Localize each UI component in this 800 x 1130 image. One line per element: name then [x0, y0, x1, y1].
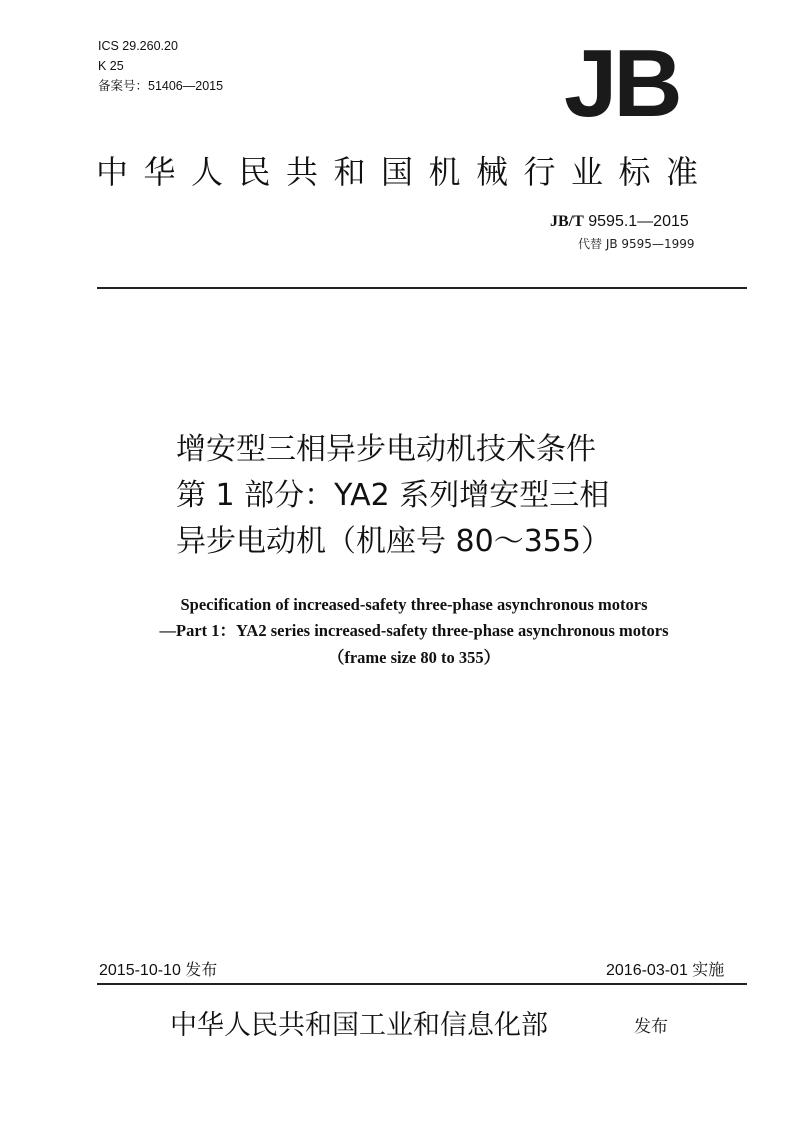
title-en-line-3: （frame size 80 to 355）: [327, 648, 501, 667]
industry-standard-title: 中华人民共和国机械行业标准: [96, 153, 714, 191]
bottom-divider: [97, 983, 747, 985]
standard-number: [550, 212, 689, 232]
implementation-date: 2016-03-01 实施: [606, 962, 725, 979]
jb-logo: JB: [564, 30, 679, 137]
record-number: 备案号：51406—2015: [98, 79, 224, 93]
ics-code: ICS 29.260.20: [98, 39, 178, 53]
standard-number-prefix: JB/T: [550, 213, 584, 230]
issuing-authority-suffix: 发布: [634, 1017, 668, 1037]
issuing-authority: 中华人民共和国工业和信息化部: [170, 1010, 548, 1041]
title-en-line-1: Specification of increased-safety three-phase asynchronous motors: [180, 595, 648, 614]
replaces-standard: 代替 JB 9595—1999: [578, 237, 695, 251]
classification-code: K 25: [98, 59, 124, 73]
title-cn-line-1: 增安型三相异步电动机技术条件: [176, 432, 596, 467]
issue-date: 2015-10-10 发布: [99, 962, 218, 979]
title-cn-line-3: 异步电动机（机座号 80～355）: [176, 524, 611, 559]
title-en-line-2: —Part 1：YA2 series increased-safety three-phase asynchronous motors: [159, 621, 669, 640]
top-divider: [97, 287, 747, 289]
title-cn-line-2: 第 1 部分：YA2 系列增安型三相: [176, 478, 610, 513]
standard-number-value: 9595.1—2015: [583, 213, 689, 230]
